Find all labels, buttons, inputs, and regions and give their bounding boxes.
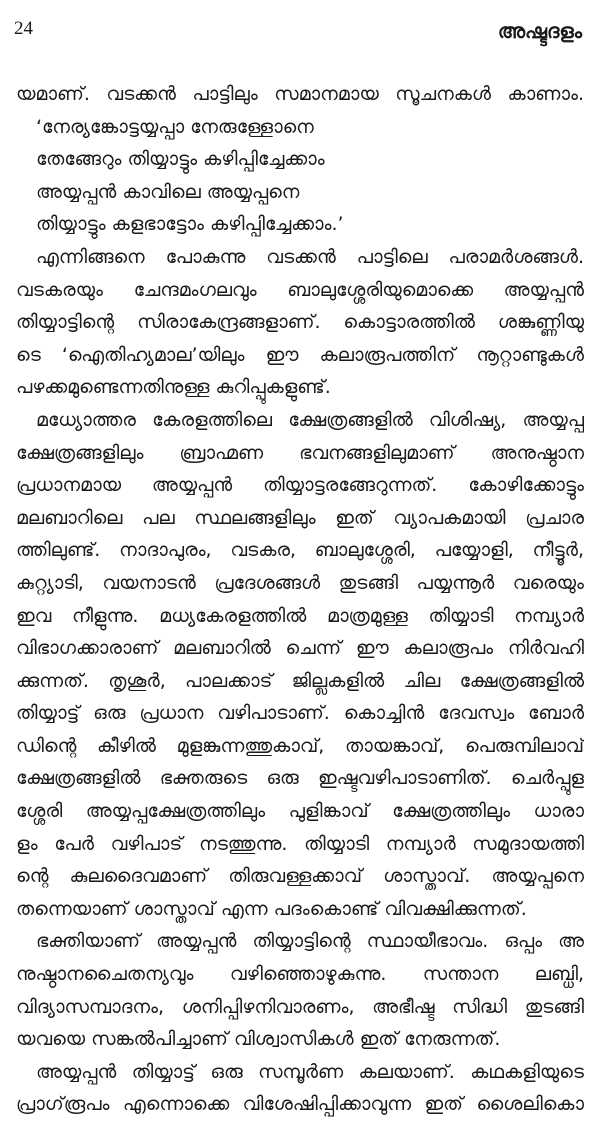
text-line: തിയ്യാട്ടിന്റെ സിരാകേന്ദ്രങ്ങളാണ്. കൊട്ടാരത്തിൽ ശങ്കുണ്ണിയു <box>16 311 584 334</box>
text-line: ഭക്തിയാണ് അയ്യപ്പൻ തിയ്യാട്ടിന്റെ സ്ഥായീഭാവം. ഒപ്പം അ <box>36 930 584 953</box>
text-line: ക്ഷേത്രങ്ങളിൽ ഭക്തരുടെ ഒരു ഇഷ്ടവഴിപാടാണിത്. ചെർപ്പുള <box>16 767 584 790</box>
text-line: ഡിന്റെ കീഴിൽ മുളങ്കുന്നത്തുകാവ്, തായങ്കാവ്, പെരുമ്പിലാവ് <box>16 734 584 757</box>
text-line: ന്റെ കുലദൈവമാണ് തിരുവള്ളക്കാവ് ശാസ്താവ്. അയ്യപ്പനെ <box>16 865 584 888</box>
text-line: യവയെ സങ്കൽപിച്ചാണ് വിശ്വാസികൾ ഇത് നേരുന്നത്. <box>16 1028 501 1051</box>
text-line: തന്നെയാണ് ശാസ്താവ് എന്ന പദംകൊണ്ട് വിവക്ഷിക്കുന്നത്. <box>16 897 527 920</box>
text-line: ക്കുന്നത്. തൃശൂർ, പാലക്കാട് ജില്ലകളിൽ ചില ക്ഷേത്രങ്ങളിൽ <box>16 669 584 692</box>
text-line: പ്രാഗ്‌രൂപം എന്നൊക്കെ വിശേഷിപ്പിക്കാവുന്ന ഇത് ശൈലികൊ <box>16 1093 584 1116</box>
text-line: യമാണ്. വടക്കൻ പാട്ടിലും സമാനമായ സൂചനകൾ കാണാം. <box>16 83 584 105</box>
text-line: ടെ ‘ഐതിഹ്യമാല’യിലും ഈ കലാരൂപത്തിന് നൂറ്റാണ്ടുകൾ <box>16 343 584 366</box>
text-line: ശ്ശേരി അയ്യപ്പക്ഷേത്രത്തിലും പുളിങ്കാവ് ക്ഷേത്രത്തിലും ധാരാ <box>16 800 584 823</box>
text-line: പ്രധാനമായ അയ്യപ്പൻ തിയ്യാട്ടരങ്ങേറുന്നത്. കോഴിക്കോട്ടും <box>16 474 584 497</box>
running-title: അഷ്ടദളം <box>497 19 582 43</box>
verse-line: ‘നേര്യങ്കോട്ടയ്യപ്പാ നേരുള്ളോനെ <box>36 115 314 138</box>
page-number: 24 <box>14 18 33 39</box>
verse-line: തേങ്ങേറും തിയ്യാട്ടും കഴിപ്പിച്ചേക്കാം <box>36 148 325 171</box>
text-line: വിഭാഗക്കാരാണ് മലബാറിൽ ചെന്ന് ഈ കലാരൂപം നിർവഹി <box>16 637 584 660</box>
text-line: വിദ്യാസമ്പാദനം, ശനിപ്പിഴനിവാരണം, അഭീഷ്ട സിദ്ധി തുടങ്ങി <box>16 995 584 1018</box>
text-line: കുറ്റ്യാടി, വയനാടൻ പ്രദേശങ്ങൾ തുടങ്ങി പയ്യന്നൂർ വരെയും <box>16 571 584 594</box>
text-line: മലബാറിലെ പല സ്ഥലങ്ങളിലും ഇത് വ്യാപകമായി പ്രചാര <box>16 506 584 529</box>
verse-line: തിയ്യാട്ടും കളഭാട്ടോം കഴിപ്പിച്ചേക്കാം.’ <box>36 213 344 236</box>
text-line: പഴക്കമുണ്ടെന്നതിനുള്ള കുറിപ്പുകളുണ്ട്. <box>16 376 331 399</box>
text-line: അയ്യപ്പൻ തിയ്യാട്ട് ഒരു സമ്പൂർണ കലയാണ്. കഥകളിയുടെ <box>36 1060 584 1083</box>
text-line: ളം പേർ വഴിപാട് നടത്തുന്നു. തിയ്യാടി നമ്പ്യാർ സമുദായത്തി <box>16 832 584 855</box>
text-line: ഇവ നീളുന്നു. മധ്യകേരളത്തിൽ മാത്രമുള്ള തിയ്യാടി നമ്പ്യാർ <box>16 604 584 627</box>
text-line: തിയ്യാട്ട് ഒരു പ്രധാന വഴിപാടാണ്. കൊച്ചിൻ ദേവസ്വം ബോർ <box>16 702 584 725</box>
verse-line: അയ്യപ്പൻ കാവിലെ അയ്യപ്പനെ <box>36 180 300 203</box>
text-line: എന്നിങ്ങനെ പോകുന്നു വടക്കൻ പാട്ടിലെ പരാമർശങ്ങൾ. <box>36 245 584 268</box>
text-line: വടകരയും ചേന്ദമംഗലവും ബാലുശ്ശേരിയുമൊക്കെ അയ്യപ്പൻ <box>16 278 584 301</box>
text-line: നുഷ്ഠാനചൈതന്യവും വഴിഞ്ഞൊഴുകുന്നു. സന്താന ലബ്ധി, <box>16 963 584 986</box>
text-line: ത്തിലുണ്ട്. നാദാപുരം, വടകര, ബാലുശ്ശേരി, പയ്യോളി, നീട്ടൂർ, <box>16 539 584 562</box>
body-text <box>16 78 584 1121</box>
text-line: മധ്യോത്തര കേരളത്തിലെ ക്ഷേത്രങ്ങളിൽ വിശിഷ്യ, അയ്യപ്പ <box>36 408 584 431</box>
text-line: ക്ഷേത്രങ്ങളിലും ബ്രാഹ്മണ ഭവനങ്ങളിലുമാണ് അനുഷ്ഠാന <box>16 441 584 464</box>
